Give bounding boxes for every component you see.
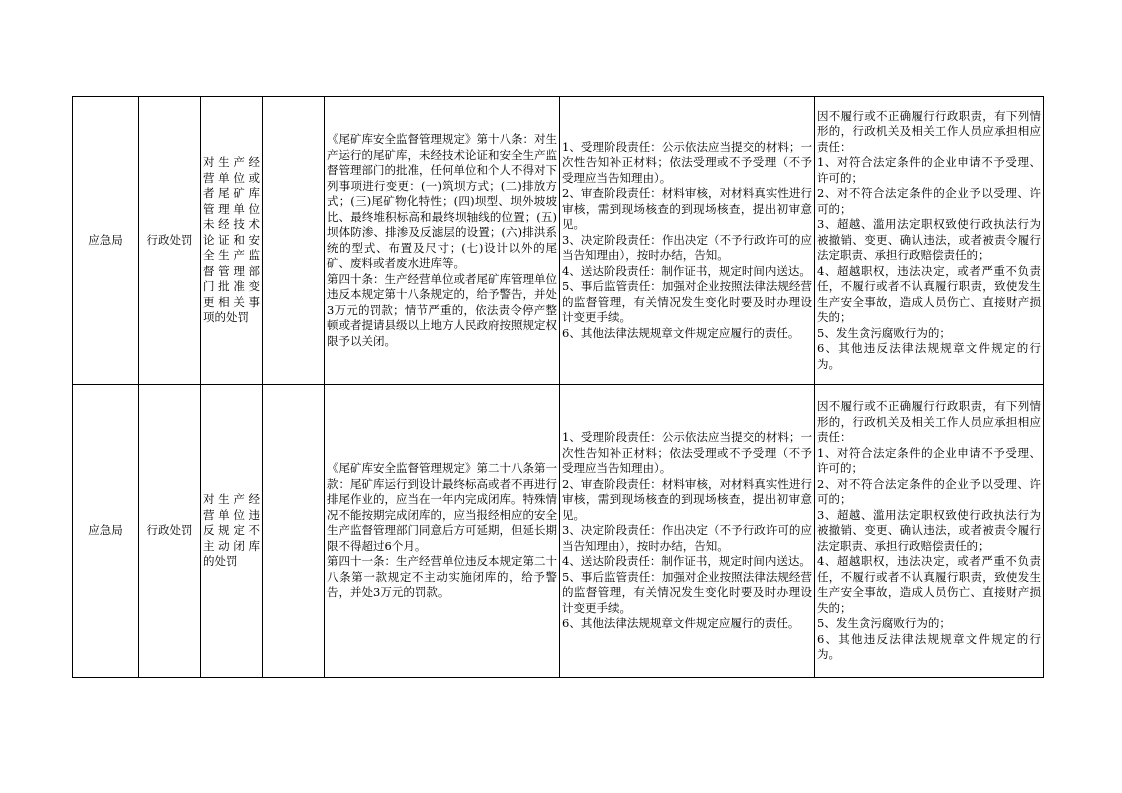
table-row	[73, 97, 1044, 385]
item-name-cell: 对生产经营单位违反规定不主动闭库的处罚	[201, 385, 263, 678]
responsibility-table	[72, 96, 1044, 678]
legal-basis-cell: 《尾矿库安全监督管理规定》第二十八条第一款：尾矿库运行到设计最终标高或者不再进行排尾作业的，应当在一年内完成闭库。特殊情况不能按期完成闭库的，应当报经相应的安全生产监督管理部门同意后方可延期，但延长期限不得超过6个月。 第四十一条：生产经营单位违反本规定第二十八条第一款规定不主动实施闭库的，给予警告，并处3万元的罚款。	[325, 385, 560, 678]
accountability-cell: 因不履行或不正确履行行政职责，有下列情形的，行政机关及相关工作人员应承担相应责任： 1、对符合法定条件的企业申请不予受理、许可的； 2、对不符合法定条件的企业予以受理、许可的； 3、超越、滥用法定职权致使行政执法行为被撤销、变更、确认违法，或者被责令履行法定职责、承担行政赔偿责任的； 4、超越职权，违法决定，或者严重不负责任，不履行或者不认真履行职责，致使发生生产安全事故，造成人员伤亡、直接财产损失的； 5、发生贪污腐败行为的； 6、其他违反法律法规规章文件规定的行为。	[815, 385, 1044, 678]
duties-cell: 1、受理阶段责任：公示依法应当提交的材料；一次性告知补正材料；依法受理或不予受理（不予受理应当告知理由）。 2、审查阶段责任：材料审核，对材料真实性进行审核，需到现场核查的到现场核查，提出初审意见。 3、决定阶段责任：作出决定（不予行政许可的应当告知理由），按时办结，告知。 4、送达阶段责任：制作证书，规定时间内送达。 5、事后监管责任：加强对企业按照法律法规经营的监督管理，有关情况发生变化时要及时办理设计变更手续。 6、其他法律法规规章文件规定应履行的责任。	[560, 97, 815, 385]
subitem-cell	[263, 385, 325, 678]
duties-cell: 1、受理阶段责任：公示依法应当提交的材料；一次性告知补正材料；依法受理或不予受理（不予受理应当告知理由）。 2、审查阶段责任：材料审核，对材料真实性进行审核，需到现场核查的到现场核查，提出初审意见。 3、决定阶段责任：作出决定（不予行政许可的应当告知理由），按时办结，告知。 4、送达阶段责任：制作证书，规定时间内送达。 5、事后监管责任：加强对企业按照法律法规经营的监督管理，有关情况发生变化时要及时办理设计变更手续。 6、其他法律法规规章文件规定应履行的责任。	[560, 385, 815, 678]
department-cell: 应急局	[73, 97, 139, 385]
accountability-cell: 因不履行或不正确履行行政职责，有下列情形的，行政机关及相关工作人员应承担相应责任： 1、对符合法定条件的企业申请不予受理、许可的； 2、对不符合法定条件的企业予以受理、许可的； 3、超越、滥用法定职权致使行政执法行为被撤销、变更、确认违法，或者被责令履行法定职责、承担行政赔偿责任的； 4、超越职权，违法决定，或者严重不负责任，不履行或者不认真履行职责，致使发生生产安全事故，造成人员伤亡、直接财产损失的； 5、发生贪污腐败行为的； 6、其他违反法律法规规章文件规定的行为。	[815, 97, 1044, 385]
department-cell: 应急局	[73, 385, 139, 678]
category-cell: 行政处罚	[139, 385, 201, 678]
legal-basis-cell: 《尾矿库安全监督管理规定》第十八条：对生产运行的尾矿库，未经技术论证和安全生产监督管理部门的批准，任何单位和个人不得对下列事项进行变更：(一)筑坝方式；(二)排放方式；(三)尾矿物化特性；(四)坝型、坝外坡坡比、最终堆积标高和最终坝轴线的位置；(五)坝体防渗、排渗及反滤层的设置；(六)排洪系统的型式、布置及尺寸；(七)设计以外的尾矿、废料或者废水进库等。 第四十条：生产经营单位或者尾矿库管理单位违反本规定第十八条规定的，给予警告，并处3万元的罚款；情节严重的，依法责令停产整顿或者提请县级以上地方人民政府按照规定权限予以关闭。	[325, 97, 560, 385]
subitem-cell	[263, 97, 325, 385]
table-row	[73, 385, 1044, 678]
category-cell: 行政处罚	[139, 97, 201, 385]
item-name-cell: 对生产经营单位或者尾矿库管理单位未经技术论证和安全生产监督管理部门批准变更相关事项的处罚	[201, 97, 263, 385]
